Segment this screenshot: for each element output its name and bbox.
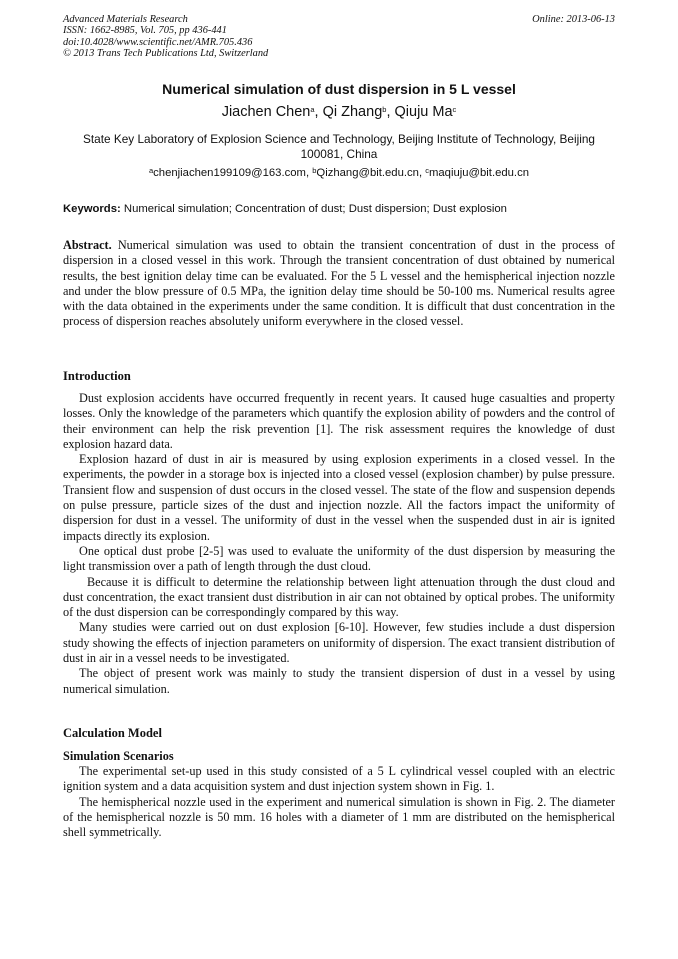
keywords-text: Numerical simulation; Concentration of dust; Dust dispersion; Dust explosion <box>123 203 507 215</box>
paragraph: Dust explosion accidents have occurred frequently in recent years. It caused huge casualties and property losses. Only the knowledge of the parameters which quantify the explosion ability of powders and the control of their environment can help the risk prevention [1]. The risk assessment requires the knowledge of dust explosion hazard data. <box>63 391 615 451</box>
journal-header <box>63 14 615 59</box>
section-heading-calculation-model: Calculation Model <box>63 726 162 740</box>
online-date: Online: 2013-06-13 <box>532 14 615 25</box>
paragraph: The object of present work was mainly to study the transient dispersion of dust in a vessel by using numerical simulation. <box>63 666 615 696</box>
journal-name: Advanced Materials Research <box>63 14 188 25</box>
author: Jiachen Chen$^a$, <box>221 104 323 120</box>
keywords-label: Keywords: <box>63 203 121 215</box>
abstract <box>63 238 615 330</box>
keywords <box>63 202 615 217</box>
paragraph: The hemispherical nozzle used in the experiment and numerical simulation is shown in Fig. 2. The diameter of the hemispherical nozzle is 50 mm. 16 holes with a diameter of 1 mm are distributed on the hemispherical shell symmetrically. <box>63 794 615 840</box>
introduction-body <box>63 391 615 697</box>
calculation-model-body <box>63 764 615 840</box>
subsection-heading-simulation-scenarios: Simulation Scenarios <box>63 749 174 763</box>
paragraph: The experimental set-up used in this study consisted of a 5 L cylindrical vessel coupled with an electric ignition system and a data acquisition system and dust injection system shown in Fig. 1. <box>63 764 615 794</box>
email[interactable]: $^c$maqiuju@bit.edu.cn <box>425 166 530 179</box>
issn-line: ISSN: 1662-8985, Vol. 705, pp 436-441 <box>63 25 227 37</box>
doi-line: doi:10.4028/www.scientific.net/AMR.705.436 <box>63 36 253 48</box>
abstract-label: Abstract. <box>63 238 112 252</box>
email[interactable]: $^a$chenjiachen199109@163.com <box>148 166 306 179</box>
author: Qi Zhang$^b$, <box>322 104 395 120</box>
paper-title: Numerical simulation of dust dispersion in 5 L vessel <box>162 81 516 97</box>
paragraph: Because it is difficult to determine the relationship between light attenuation through the dust cloud and dust concentration, the exact transient dust distribution in air can not obtained by optical probes. The uniformity of the dust dispersion can be correspondingly compared by this way. <box>63 574 615 620</box>
email[interactable]: $^b$Qizhang@bit.edu.cn <box>312 166 419 179</box>
abstract-text: Numerical simulation was used to obtain the transient concentration of dust in the process of dispersion in a closed vessel in this work. Through the transient concentration of dust obtained by numerical results, the best ignition delay time can be evaluated. For the 5 L vessel and the hemispherical injection nozzle and under the blow pressure of 0.5 MPa, the ignition delay time should be 50-100 ms. Numerical results agree with the data obtained in the experiments under the same condition. It is difficult that dust concentration in the process of dispersion reaches absolutely uniform everywhere in the closed vessel. <box>63 238 616 329</box>
author-list <box>63 102 615 122</box>
paragraph: One optical dust probe [2-5] was used to evaluate the uniformity of the dust dispersion by measuring the light transmission over a path of length through the dust cloud. <box>63 543 615 574</box>
paragraph: Many studies were carried out on dust explosion [6-10]. However, few studies include a dust dispersion study showing the effects of injection parameters on uniformity of dispersion. The exact transient distribution of dust in air in a vessel needs to be investigated. <box>63 620 615 666</box>
email-list: $^a$chenjiachen199109@163.com, $^b$Qizhang@bit.edu.cn, $^c$maqiuju@bit.edu.cn <box>148 166 530 179</box>
affiliation: State Key Laboratory of Explosion Science and Technology, Beijing Institute of Technology, Beijing 100081, China <box>83 132 595 161</box>
copyright-line: © 2013 Trans Tech Publications Ltd, Switzerland <box>63 47 269 59</box>
section-heading-introduction: Introduction <box>63 369 131 383</box>
author: Qiuju Ma$^c$ <box>394 104 457 120</box>
paragraph: Explosion hazard of dust in air is measured by using explosion experiments in a closed vessel. In the experiments, the powder in a storage box is injected into a closed vessel (explosion chamber) by pulse pressure. Transient flow and suspension of dust occurs in the closed vessel. The state of the flow and suspension depends on pulse pressure, particle sizes of the dust and injection nozzle. All the factors impact the uniformity of dispersion for dust in a vessel. The uniformity of dust in the vessel when the suspended dust in air is ignited impacts directly its explosion. <box>63 452 615 543</box>
